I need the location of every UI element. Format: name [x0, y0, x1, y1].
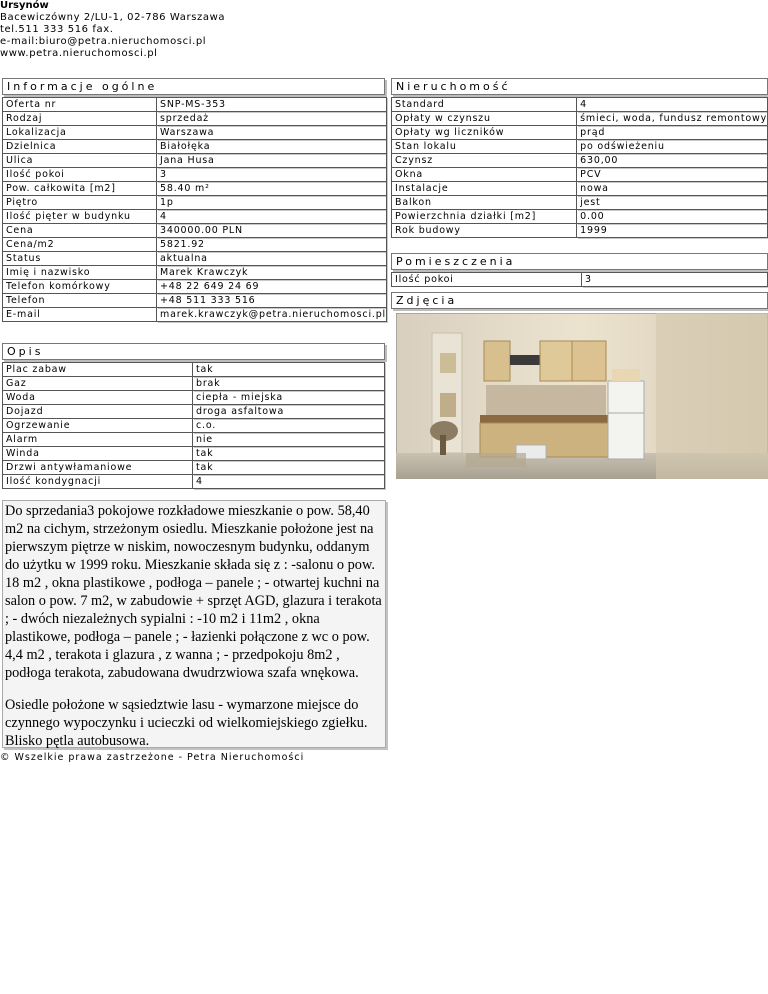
row-value: 4 — [577, 97, 768, 112]
row-value: 58.40 m² — [157, 182, 387, 196]
opis-table — [2, 362, 385, 489]
row-value: 4 — [157, 210, 387, 224]
table-row — [2, 405, 385, 419]
table-row — [2, 196, 387, 210]
row-value: nowa — [577, 182, 768, 196]
info-table — [2, 97, 387, 322]
agency-website[interactable]: www.petra.nieruchomosci.pl — [0, 48, 158, 59]
row-value: po odświeżeniu — [577, 140, 768, 154]
row-label: Gaz — [2, 377, 193, 391]
agency-email[interactable]: e-mail:biuro@petra.nieruchomosci.pl — [0, 36, 207, 47]
row-label: Winda — [2, 447, 193, 461]
section-rooms-title: Pomieszczenia — [391, 253, 768, 270]
table-row — [2, 447, 385, 461]
row-value: Białołęka — [157, 140, 387, 154]
row-value: 630,00 — [577, 154, 768, 168]
row-value: 3 — [157, 168, 387, 182]
row-label: Okna — [391, 168, 577, 182]
row-label: Ilość pokoi — [2, 168, 157, 182]
row-value: prąd — [577, 126, 768, 140]
table-row — [391, 272, 768, 287]
row-value: c.o. — [193, 419, 385, 433]
table-row — [391, 140, 768, 154]
table-row — [2, 126, 387, 140]
table-row — [391, 196, 768, 210]
row-value: Jana Husa — [157, 154, 387, 168]
row-value: brak — [193, 377, 385, 391]
row-label: Rok budowy — [391, 224, 577, 238]
row-label: Cena/m2 — [2, 238, 157, 252]
row-label: Lokalizacja — [2, 126, 157, 140]
table-row — [391, 154, 768, 168]
row-value: 0.00 — [577, 210, 768, 224]
table-row — [2, 140, 387, 154]
row-label: Telefon komórkowy — [2, 280, 157, 294]
row-label: Dzielnica — [2, 140, 157, 154]
table-row — [2, 182, 387, 196]
row-value: 340000.00 PLN — [157, 224, 387, 238]
row-label: Czynsz — [391, 154, 577, 168]
row-value: 1p — [157, 196, 387, 210]
row-value: SNP-MS-353 — [157, 97, 387, 112]
row-label: Opłaty w czynszu — [391, 112, 577, 126]
row-label: Ogrzewanie — [2, 419, 193, 433]
row-label: Woda — [2, 391, 193, 405]
row-value: 1999 — [577, 224, 768, 238]
row-value: 3 — [582, 272, 768, 287]
row-value: Warszawa — [157, 126, 387, 140]
table-row — [2, 112, 387, 126]
row-label: Ilość kondygnacji — [2, 475, 193, 489]
row-label: E-mail — [2, 308, 157, 322]
table-row — [2, 280, 387, 294]
row-value: tak — [193, 461, 385, 475]
table-row — [2, 391, 385, 405]
table-row — [391, 112, 768, 126]
row-label: Standard — [391, 97, 577, 112]
row-value: nie — [193, 433, 385, 447]
table-row — [2, 377, 385, 391]
row-value: +48 511 333 516 — [157, 294, 387, 308]
row-label: Drzwi antywłamaniowe — [2, 461, 193, 475]
row-value: 4 — [193, 475, 385, 489]
row-label: Alarm — [2, 433, 193, 447]
row-label: Instalacje — [391, 182, 577, 196]
agency-name: Ursynów — [0, 0, 49, 11]
section-property-title: Nieruchomość — [391, 78, 768, 95]
table-row — [2, 168, 387, 182]
row-value: PCV — [577, 168, 768, 182]
row-label: Ilość pięter w budynku — [2, 210, 157, 224]
row-value: +48 22 649 24 69 — [157, 280, 387, 294]
description-paragraph-2: Osiedle położone w sąsiedztwie lasu - wymarzone miejsce do czynnego wypoczynku i ucieczki od wielkomiejskiego zgiełku. Blisko pętla autobusowa. — [5, 697, 368, 749]
table-row — [2, 308, 387, 322]
section-photos-title: Zdjęcia — [391, 292, 768, 309]
table-row — [391, 210, 768, 224]
row-value: jest — [577, 196, 768, 210]
description-text — [2, 500, 386, 748]
kitchen-photo-image — [396, 313, 768, 479]
table-row — [2, 294, 387, 308]
row-label: Status — [2, 252, 157, 266]
row-label: Telefon — [2, 294, 157, 308]
table-row — [2, 461, 385, 475]
row-label: Imię i nazwisko — [2, 266, 157, 280]
table-row — [391, 182, 768, 196]
table-row — [2, 210, 387, 224]
table-row — [391, 168, 768, 182]
row-label: Oferta nr — [2, 97, 157, 112]
row-label: Plac zabaw — [2, 362, 193, 377]
agency-address: Bacewiczówny 2/LU-1, 02-786 Warszawa — [0, 12, 226, 23]
table-row — [2, 97, 387, 112]
table-row — [391, 126, 768, 140]
row-value: śmieci, woda, fundusz remontowy — [577, 112, 768, 126]
row-label: Stan lokalu — [391, 140, 577, 154]
copyright-footer: © Wszelkie prawa zastrzeżone - Petra Nieruchomości — [0, 752, 305, 763]
row-label: Rodzaj — [2, 112, 157, 126]
row-label: Powierzchnia działki [m2] — [391, 210, 577, 224]
description-paragraph-1: Do sprzedania3 pokojowe rozkładowe mieszkanie o pow. 58,40 m2 na cichym, strzeżonym osiedlu. Mieszkanie położone jest na pierwszym piętrze w niskim, nowoczesnym budynku, oddanym do użytku w 1999 roku. Mieszkanie składa się z : -salonu o pow. 18 m2 , okna plastikowe , podłoga – panele ; - otwartej kuchni na salon o pow. 7 m2, w zabudowie + sprzęt AGD, glazura i terakota ; - dwóch niezależnych sypialni : -10 m2 i 11m2 , okna plastikowe, podłoga – panele ; - łazienki połączone z wc o pow. 4,4 m2 , terakota i glazura , z wanna ; - przedpokoju 8m2 , podłoga terakota, zabudowana dwudrzwiowa szafa wnękowa. — [5, 503, 382, 681]
table-row — [2, 475, 385, 489]
agency-phone: tel.511 333 516 fax. — [0, 24, 114, 35]
row-value: tak — [193, 447, 385, 461]
table-row — [391, 224, 768, 238]
table-row — [2, 433, 385, 447]
row-label: Cena — [2, 224, 157, 238]
property-table — [391, 97, 768, 238]
section-opis-title: Opis — [2, 343, 385, 360]
row-label: Opłaty wg liczników — [391, 126, 577, 140]
table-row — [2, 266, 387, 280]
row-label: Piętro — [2, 196, 157, 210]
table-row — [2, 224, 387, 238]
row-label: Ilość pokoi — [391, 272, 582, 287]
table-row — [2, 154, 387, 168]
row-value: aktualna — [157, 252, 387, 266]
row-label: Ulica — [2, 154, 157, 168]
row-value: Marek Krawczyk — [157, 266, 387, 280]
section-info-title: Informacje ogólne — [2, 78, 385, 95]
row-value: droga asfaltowa — [193, 405, 385, 419]
row-value: tak — [193, 362, 385, 377]
row-label: Pow. całkowita [m2] — [2, 182, 157, 196]
rooms-table — [391, 272, 768, 287]
table-row — [2, 362, 385, 377]
row-label: Balkon — [391, 196, 577, 210]
agency-header — [0, 0, 225, 60]
table-row — [391, 97, 768, 112]
row-value: marek.krawczyk@petra.nieruchomosci.pl — [157, 308, 387, 322]
row-value: 5821.92 — [157, 238, 387, 252]
kitchen-photo[interactable] — [396, 313, 768, 479]
table-row — [2, 252, 387, 266]
row-value: ciepła - miejska — [193, 391, 385, 405]
table-row — [2, 238, 387, 252]
row-label: Dojazd — [2, 405, 193, 419]
table-row — [2, 419, 385, 433]
row-value: sprzedaż — [157, 112, 387, 126]
